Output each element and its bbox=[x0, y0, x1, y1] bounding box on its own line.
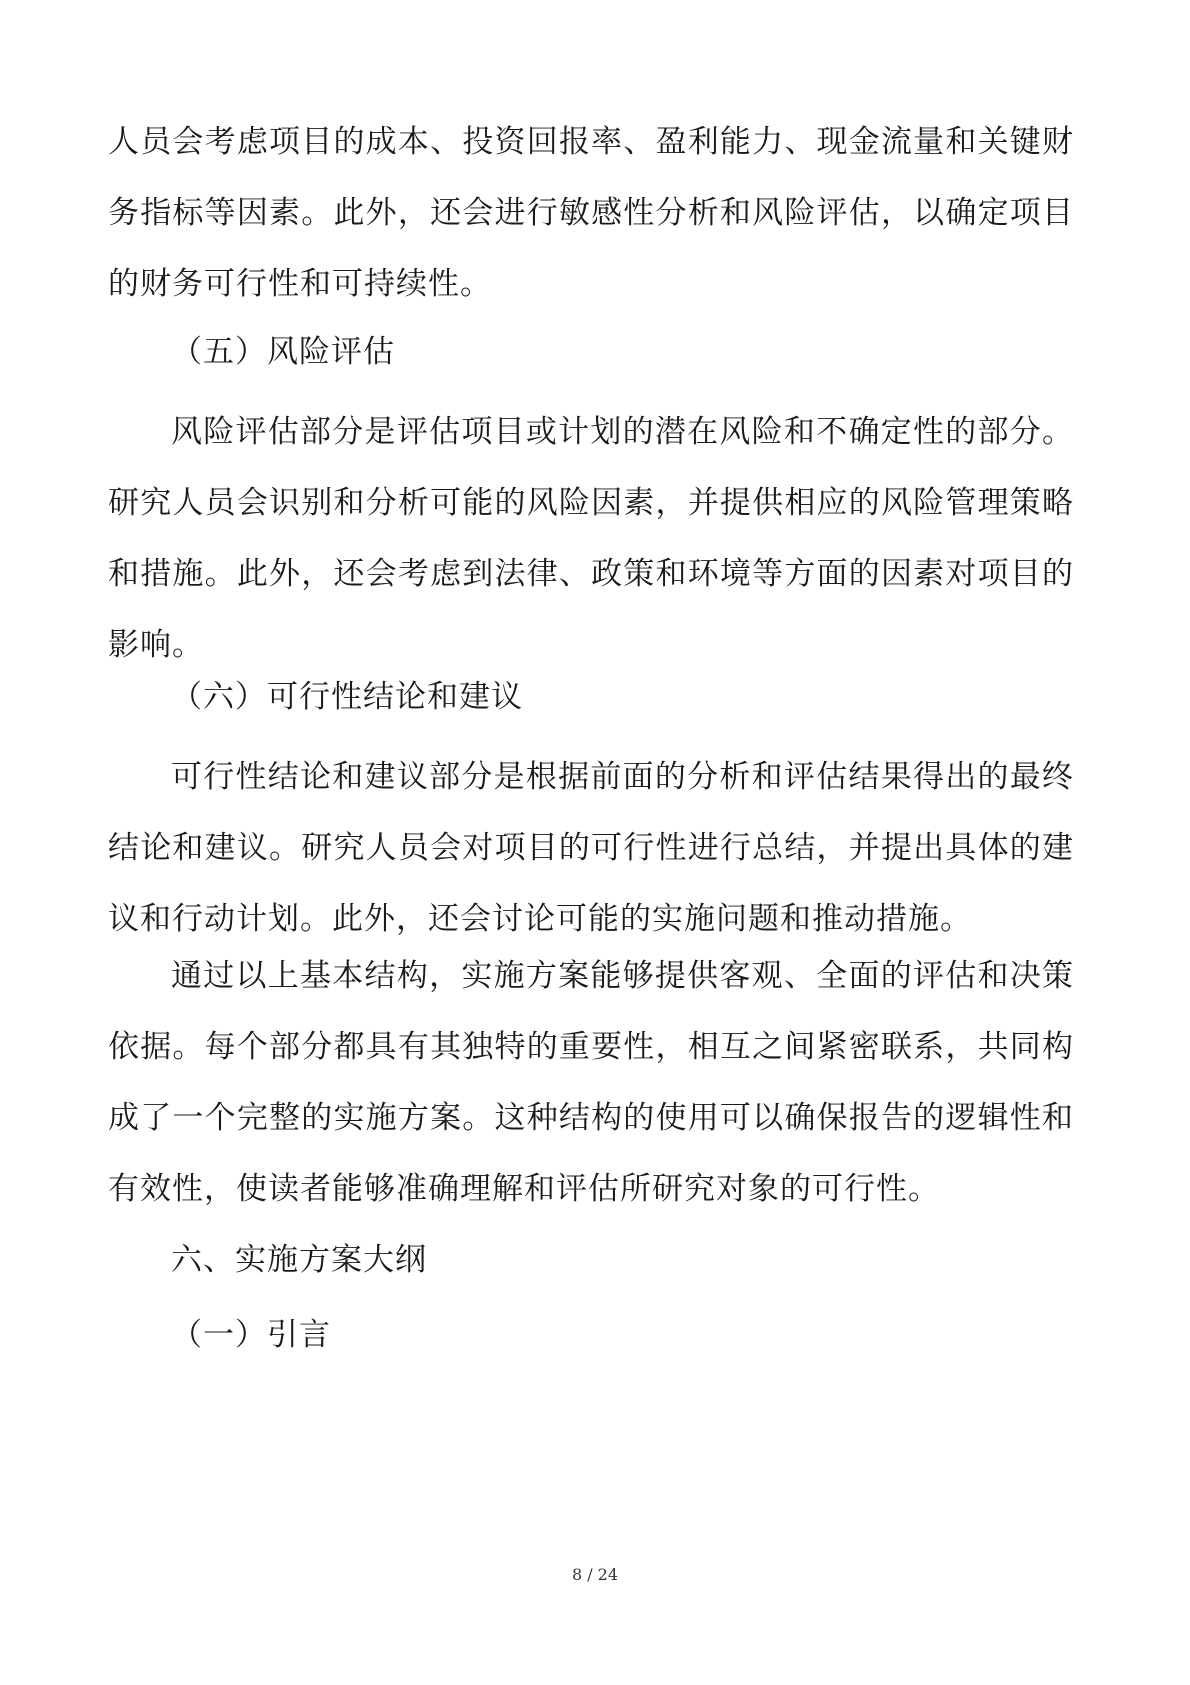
continued-paragraph: 人员会考虑项目的成本、投资回报率、盈利能力、现金流量和关键财务指标等因素。此外，还会进行敏感性分析和风险评估，以确定项目的财务可行性和可持续性。 bbox=[108, 124, 1074, 302]
feasibility-conclusion-paragraph: 可行性结论和建议部分是根据前面的分析和评估结果得出的最终结论和建议。研究人员会对项目的可行性进行总结，并提出具体的建议和行动计划。此外，还会讨论可能的实施问题和推动措施。 bbox=[108, 759, 1074, 937]
summary-paragraph: 通过以上基本结构，实施方案能够提供客观、全面的评估和决策依据。每个部分都具有其独特的重要性，相互之间紧密联系，共同构成了一个完整的实施方案。这种结构的使用可以确保报告的逻辑性和有效性，使读者能够准确理解和评估所研究对象的可行性。 bbox=[108, 958, 1074, 1207]
subsection-heading-introduction: （一）引言 bbox=[171, 1317, 331, 1353]
section-heading-feasibility-conclusion: （六）可行性结论和建议 bbox=[171, 679, 523, 715]
chapter-title-implementation-outline: 六、实施方案大纲 bbox=[171, 1242, 427, 1278]
section-heading-risk-assessment: （五）风险评估 bbox=[171, 334, 395, 370]
page-number: 8 / 24 bbox=[571, 1565, 619, 1584]
risk-assessment-paragraph: 风险评估部分是评估项目或计划的潜在风险和不确定性的部分。研究人员会识别和分析可能的风险因素，并提供相应的风险管理策略和措施。此外，还会考虑到法律、政策和环境等方面的因素对项目的影响。 bbox=[108, 414, 1074, 663]
